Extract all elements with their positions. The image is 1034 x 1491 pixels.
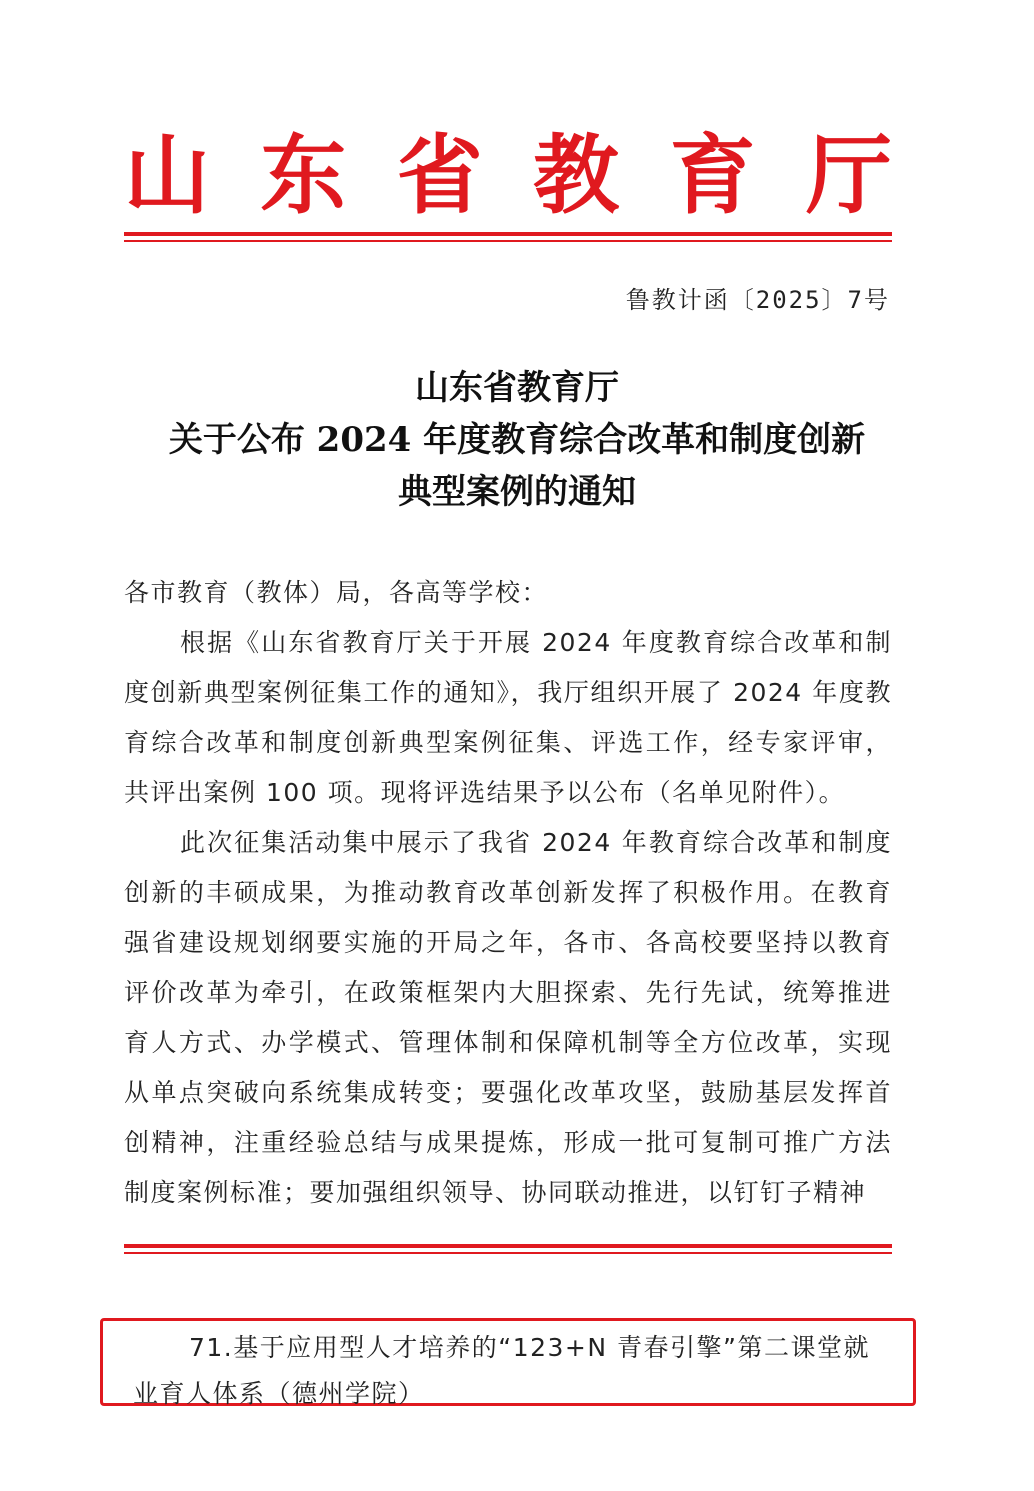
document-number: 鲁教计函〔2025〕7号	[625, 286, 890, 314]
masthead-char: 东	[260, 126, 347, 226]
footer-rule-thin	[124, 1252, 892, 1254]
masthead-rule-thin	[124, 240, 892, 242]
masthead-char: 育	[669, 126, 756, 226]
salutation: 各市教育（教体）局，各高等学校：	[124, 578, 549, 607]
masthead-char: 山	[124, 126, 210, 226]
document-title-line1: 山东省教育厅	[415, 368, 619, 408]
document-body	[124, 568, 892, 1218]
masthead-char: 教	[533, 126, 620, 226]
body-paragraph: 根据《山东省教育厅关于开展 2024 年度教育综合改革和制度创新典型案例征集工作的通知》，我厅组织开展了 2024 年度教育综合改革和制度创新典型案例征集、评选工作，经专家评审，共评出案例 100 项。现将评选结果予以公布（名单见附件）。	[124, 628, 892, 807]
body-paragraph: 此次征集活动集中展示了我省 2024 年教育综合改革和制度创新的丰硕成果，为推动教育改革创新发挥了积极作用。在教育强省建设规划纲要实施的开局之年，各市、各高校要坚持以教育评价改革为牵引，在政策框架内大胆探索、先行先试，统筹推进育人方式、办学模式、管理体制和保障机制等全方位改革，实现从单点突破向系统集成转变；要强化改革攻坚，鼓励基层发挥首创精神，注重经验总结与成果提炼，形成一批可复制可推广方法制度案例标准；要加强组织领导、协同联动推进，以钉钉子精神	[124, 828, 892, 1207]
excerpt-highlight-box	[100, 1318, 916, 1406]
footer-rule-thick	[124, 1244, 892, 1248]
masthead-char: 厅	[805, 126, 892, 226]
masthead-title	[124, 128, 892, 224]
document-title-line2: 关于公布 2024 年度教育综合改革和制度创新	[168, 420, 866, 460]
masthead-rule-thick	[124, 232, 892, 236]
excerpt-text: 71.基于应用型人才培养的“123+N 青春引擎”第二课堂就业育人体系（德州学院）	[133, 1333, 870, 1408]
masthead-char: 省	[396, 126, 483, 226]
document-title-line3: 典型案例的通知	[398, 472, 636, 512]
